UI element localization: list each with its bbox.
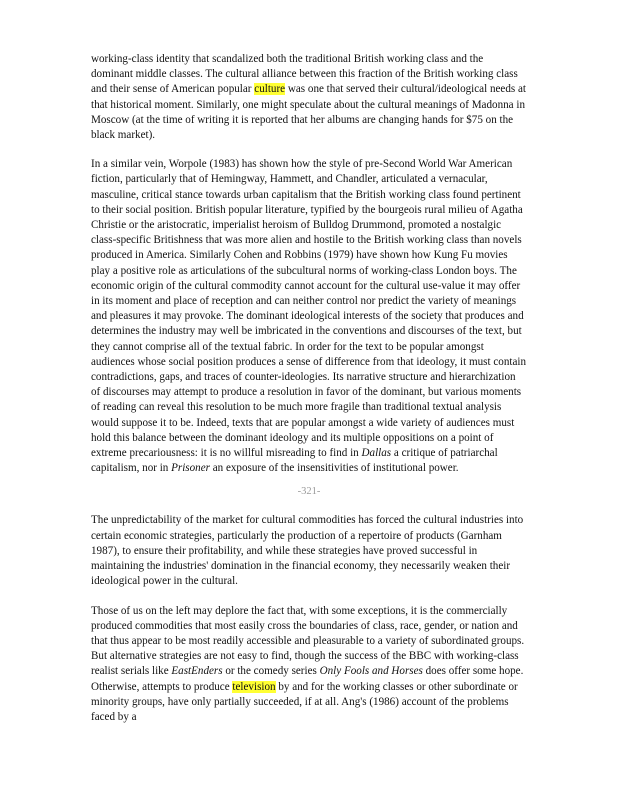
title-prisoner: Prisoner [171, 462, 210, 475]
paragraph-4-text-a: Those of us on the left may deplore the fact that, with some exceptions, it is the commercially produced commodities that most easily cross the boundaries of class, race, gender, or nation and that thus appear to be most readily accessible and pleasurable to a variety of subordinated groups. But alternative strategies are not easy to find, though the success of the BBC with working-class realist serials like [91, 604, 525, 678]
paragraph-2-text-c: an exposure of the insensitivities of institutional power. [209, 462, 459, 475]
paragraph-4-text-b: or the comedy series [222, 665, 320, 678]
paragraph-2-text-b: a critique of patriarchal capitalism, nor in [91, 447, 498, 475]
page-number-spacer-top [91, 476, 527, 484]
paragraph-1-text-a: working-class identity that scandalized both the traditional British working class and the dominant middle classes. The cultural alliance between this fraction of the British working class and their sense of American popular [91, 53, 518, 96]
paragraph-2 [91, 157, 527, 476]
search-highlight-culture: culture [254, 83, 286, 96]
title-eastenders: EastEnders [171, 665, 223, 678]
paragraph-3: The unpredictability of the market for cultural commodities has forced the cultural industries into certain economic strategies, particularly the production of a repertoire of products (Garnham 1987), to ensure their profitability, and while these strategies have proved successful in maintaining the industries' domination in the financial economy, they necessarily weaken their ideological power in the cultural. [91, 514, 524, 588]
paragraph-4 [91, 604, 527, 726]
paragraph-spacer [91, 143, 527, 157]
document-page [91, 52, 527, 725]
page-number-spacer-bottom [91, 499, 527, 513]
paragraph-1-text-b: was one that served their cultural/ideological needs at that historical moment. Similarly, one might speculate about the cultural meanings of Madonna in Moscow (at the time of writing it is reported that her albums are changing hands for $75 on the black market). [91, 83, 526, 142]
paragraph-1 [91, 52, 527, 143]
paragraph-4-text-c: does offer some hope. Otherwise, attempts to produce [91, 665, 524, 693]
title-only-fools-and-horses: Only Fools and Horses [319, 665, 423, 678]
paragraph-4-text-d: by and for the working classes or other subordinate or minority groups, have only partially succeeded, if at all. Ang's (1986) account of the problems faced by a [91, 680, 518, 723]
search-highlight-television: television [232, 680, 276, 693]
paragraph-2-text-a: In a similar vein, Worpole (1983) has shown how the style of pre-Second World War American fiction, particularly that of Hemingway, Hammett, and Chandler, articulated a vernacular, masculine, critical stance towards urban capitalism that the British working class found pertinent to their social position. British popular literature, typified by the bourgeois rural milieu of Agatha Christie or the aristocratic, imperialist heroism of Bulldog Drummond, promoted a nostalgic class-specific Britishness that was more alien and hostile to the British working class than novels produced in America. Similarly Cohen and Robbins (1979) have shown how Kung Fu movies play a positive role as articulations of the subcultural norms of working-class London boys. The economic origin of the cultural commodity cannot account for the cultural use-value it may offer in its moment and place of reception and can neither control nor predict the variety of meanings and pleasures it may provoke. The dominant ideological interests of the society that produces and determines the industry may well be imbricated in the conventions and discourses of the text, but they cannot comprise all of the textual fabric. In order for the text to be popular amongst audiences whose social position produces a sense of difference from that ideology, it must contain contradictions, gaps, and traces of counter-ideologies. Its narrative structure and hierarchization of discourses may attempt to produce a resolution in favor of the dominant, but various moments of reading can reveal this resolution to be much more fragile than traditional textual analysis would suppose it to be. Indeed, texts that are popular amongst a wide variety of audiences must hold this balance between the dominant ideology and its multiple oppositions on a point of extreme precariousness: it is no willful misreading to find in [91, 158, 527, 460]
page-number: -321- [297, 486, 321, 498]
paragraph-spacer [91, 590, 527, 604]
title-dallas: Dallas [361, 447, 392, 460]
